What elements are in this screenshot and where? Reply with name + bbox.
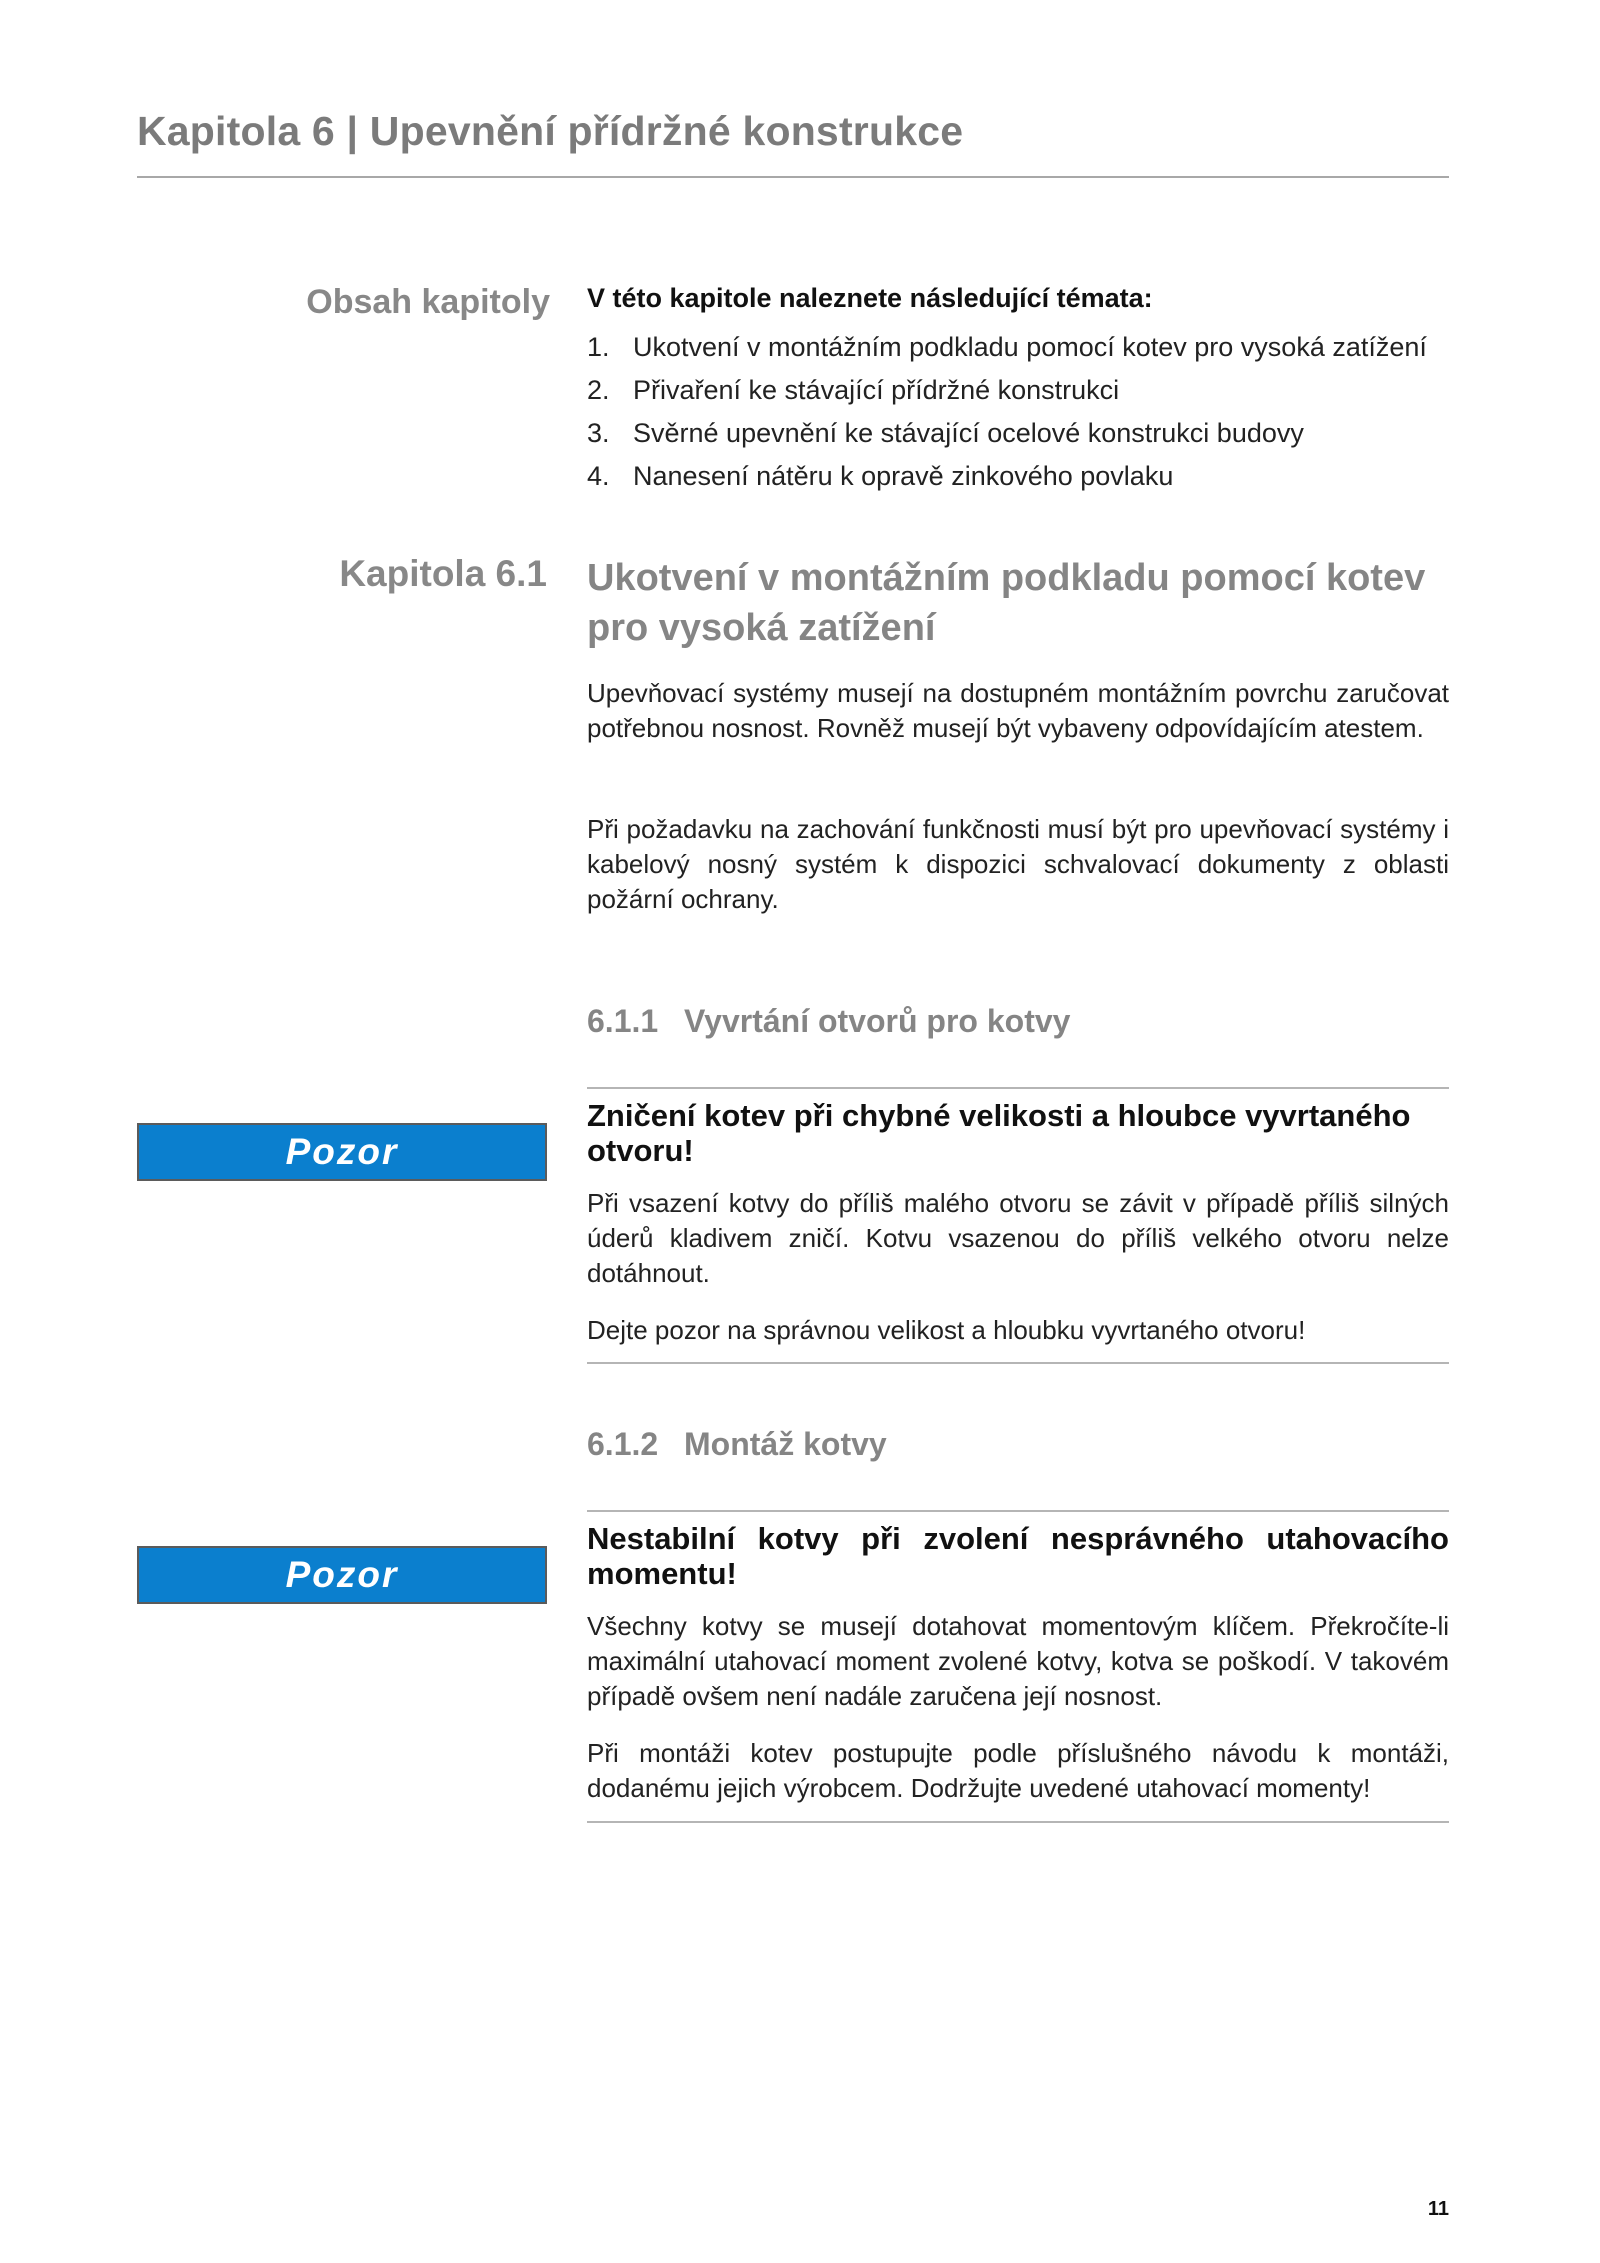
section-paragraph: Upevňovací systémy musejí na dostupném montážním povrchu zaručovat potřebnou nosnost. Rovněž musejí být vybaveny odpovídajícím atestem. [587,678,1449,743]
toc-item [587,455,1449,498]
toc-item [587,412,1449,455]
subsection-number: 6.1.1 [587,1003,659,1039]
warning-paragraph: Při vsazení kotvy do příliš malého otvoru se závit v případě příliš silných úderů kladivem zničí. Kotvu vsazenou do příliš velkého otvoru nelze dotáhnout. [587,1188,1449,1288]
subsection-heading [587,1426,887,1463]
toc-item-number: 3. [587,418,610,448]
toc-item-text: Svěrné upevnění ke stávající ocelové konstrukci budovy [633,418,1304,448]
warning-paragraph: Při montáži kotev postupujte podle příslušného návodu k montáži, dodanému jejich výrobcem. Dodržujte uvedené utahovací momenty! [587,1738,1449,1803]
subsection-number: 6.1.2 [587,1426,659,1462]
warning-label: Pozor [285,1131,399,1172]
warning-bottom-divider [587,1821,1449,1823]
warning-paragraph: Dejte pozor na správnou velikost a hloubku vyvrtaného otvoru! [587,1315,1306,1345]
subsection-title: Montáž kotvy [684,1426,887,1462]
section-paragraph: Při požadavku na zachování funkčnosti musí být pro upevňovací systémy i kabelový nosný systém k dispozici schvalovací dokumenty z oblasti požární ochrany. [587,814,1449,914]
toc-item-text: Nanesení nátěru k opravě zinkového povlaku [633,461,1174,491]
toc-item [587,326,1449,369]
warning-badge [137,1123,547,1181]
warning-bottom-divider [587,1362,1449,1364]
warning-paragraph: Všechny kotvy se musejí dotahovat momentovým klíčem. Překročíte-li maximální utahovací moment zvolené kotvy, kotva se poškodí. V takovém případě ovšem není nadále zaručena její nosnost. [587,1611,1449,1711]
warning-title: Nestabilní kotvy při zvolení nesprávného utahovacího momentu! [587,1521,1449,1591]
subsection-title: Vyvrtání otvorů pro kotvy [684,1003,1071,1039]
subsection-heading [587,1003,1070,1040]
warning-top-divider [587,1510,1449,1512]
header-divider [137,176,1449,178]
toc-item-text: Ukotvení v montážním podkladu pomocí kotev pro vysoká zatížení [633,332,1427,362]
page-header: Kapitola 6 | Upevnění přídržné konstrukce [137,108,964,154]
toc-item-text: Přivaření ke stávající přídržné konstrukci [633,375,1120,405]
chapter-label: Kapitola 6.1 [339,553,547,594]
warning-label: Pozor [285,1554,399,1595]
warning-title: Zničení kotev při chybné velikosti a hloubce vyvrtaného otvoru! [587,1098,1411,1168]
toc-item [587,369,1449,412]
toc-label: Obsah kapitoly [306,283,550,321]
toc-item-number: 1. [587,332,610,362]
toc-list [587,326,1449,498]
section-title: Ukotvení v montážním podkladu pomocí kotev pro vysoká zatížení [587,557,1426,649]
warning-top-divider [587,1087,1449,1089]
warning-badge [137,1546,547,1604]
page-number: 11 [1427,2198,1449,2220]
toc-item-number: 4. [587,461,610,491]
toc-item-number: 2. [587,375,610,405]
toc-intro: V této kapitole naleznete následující témata: [587,283,1153,313]
table-of-contents [587,283,1449,498]
